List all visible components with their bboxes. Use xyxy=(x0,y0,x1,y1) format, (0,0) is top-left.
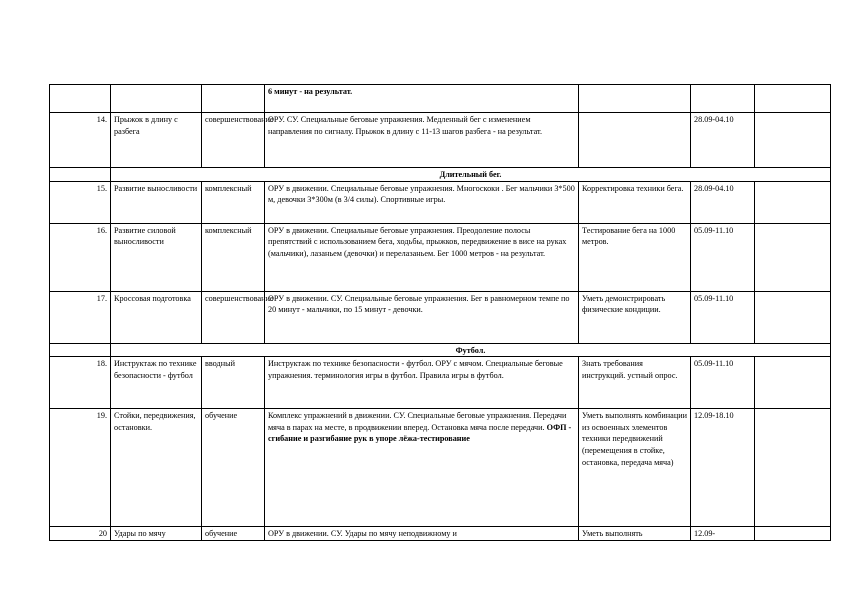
lesson-requirements-cell: Корректировка техники бега. xyxy=(579,181,691,223)
lesson-number-cell: 17. xyxy=(50,291,111,343)
lesson-note-cell xyxy=(755,357,831,409)
content-text: Комплекс упражнений в движении. СУ. Специальные беговые упражнения. Передачи мяча в парах на месте, в продвижении вперед. Остановка мяча после передачи. xyxy=(268,411,567,432)
lesson-requirements-cell: Уметь выполнять xyxy=(579,527,691,541)
lesson-note-cell xyxy=(755,291,831,343)
lesson-number-cell: 19. xyxy=(50,409,111,527)
table-row xyxy=(50,113,831,168)
table-row xyxy=(50,527,831,541)
lesson-type-cell: совершенствование xyxy=(202,113,265,168)
lesson-date-cell: 28.09-04.10 xyxy=(691,181,755,223)
content-bold-text: ОФП - сгибание и разгибание рук в упоре лёжа-тестирование xyxy=(268,422,572,444)
table-row xyxy=(50,357,831,409)
section-heading-running: Длительный бег. xyxy=(111,168,831,182)
lesson-topic-cell: Развитие выносливости xyxy=(111,181,202,223)
section-spacer-cell xyxy=(50,343,111,357)
lesson-number-cell: 20 xyxy=(50,527,111,541)
lesson-topic-cell: Кроссовая подготовка xyxy=(111,291,202,343)
lesson-type-cell: комплексный xyxy=(202,223,265,291)
lesson-number-cell: 18. xyxy=(50,357,111,409)
lesson-content-cell xyxy=(265,409,579,527)
lesson-content-cell: 6 минут - на результат. xyxy=(265,85,579,113)
section-spacer-cell xyxy=(50,168,111,182)
lesson-topic-cell: Стойки, передвижения, остановки. xyxy=(111,409,202,527)
lesson-date-cell xyxy=(691,85,755,113)
lesson-requirements-cell: Тестирование бега на 1000 метров. xyxy=(579,223,691,291)
lesson-requirements-cell: Знать требования инструкций. устный опрос. xyxy=(579,357,691,409)
lesson-requirements-cell: Уметь демонстрировать физические кондиции. xyxy=(579,291,691,343)
lesson-topic-cell xyxy=(111,85,202,113)
lesson-content-cell: ОРУ в движении. Специальные беговые упражнения. Многоскоки . Бег мальчики 3*500 м, девочки 3*300м (в 3/4 силы). Спортивные игры. xyxy=(265,181,579,223)
lesson-content-cell: ОРУ. СУ. Специальные беговые упражнения. Медленный бег с изменением направления по сигналу. Прыжок в длину с 11-13 шагов разбега - на результат. xyxy=(265,113,579,168)
lesson-topic-cell: Удары по мячу xyxy=(111,527,202,541)
lesson-date-cell: 05.09-11.10 xyxy=(691,223,755,291)
lesson-note-cell xyxy=(755,527,831,541)
lesson-type-cell: обучение xyxy=(202,527,265,541)
lesson-content-cell: ОРУ в движении. СУ. Удары по мячу неподвижному и xyxy=(265,527,579,541)
lesson-number-cell: 14. xyxy=(50,113,111,168)
lesson-topic-cell: Инструктаж по технике безопасности - футбол xyxy=(111,357,202,409)
lesson-type-cell: комплексный xyxy=(202,181,265,223)
lesson-date-cell: 28.09-04.10 xyxy=(691,113,755,168)
table-row xyxy=(50,291,831,343)
lesson-requirements-cell xyxy=(579,85,691,113)
lesson-number-cell xyxy=(50,85,111,113)
table-row xyxy=(50,343,831,357)
lesson-content-cell: Инструктаж по технике безопасности - футбол. ОРУ с мячом. Специальные беговые упражнения. терминология игры в футбол. Правила игры в футбол. xyxy=(265,357,579,409)
lesson-content-cell: ОРУ в движении. Специальные беговые упражнения. Преодоление полосы препятствий с использованием бега, ходьбы, прыжков, передвижение в висе на руках (мальчики), лазаньем (девочки) и перелазаньем. Бег 1000 метров - на результат. xyxy=(265,223,579,291)
lesson-topic-cell: Прыжок в длину с разбега xyxy=(111,113,202,168)
section-heading-football: Футбол. xyxy=(111,343,831,357)
lesson-note-cell xyxy=(755,113,831,168)
lesson-content-cell: ОРУ в движении. СУ. Специальные беговые упражнения. Бег в равномерном темпе по 20 минут - мальчики, по 15 минут - девочки. xyxy=(265,291,579,343)
lesson-number-cell: 15. xyxy=(50,181,111,223)
lesson-requirements-cell: Уметь выполнять комбинации из освоенных элементов техники передвижений (перемещения в стойке, остановка, передача мяча) xyxy=(579,409,691,527)
lesson-number-cell: 16. xyxy=(50,223,111,291)
table-row xyxy=(50,168,831,182)
lesson-date-cell: 05.09-11.10 xyxy=(691,291,755,343)
lesson-type-cell: обучение xyxy=(202,409,265,527)
lesson-type-cell: совершенствование xyxy=(202,291,265,343)
lesson-plan-table xyxy=(49,84,831,541)
lesson-type-cell: вводный xyxy=(202,357,265,409)
table-row xyxy=(50,223,831,291)
lesson-topic-cell: Развитие силовой выносливости xyxy=(111,223,202,291)
lesson-date-cell: 12.09- xyxy=(691,527,755,541)
lesson-date-cell: 12.09-18.10 xyxy=(691,409,755,527)
lesson-note-cell xyxy=(755,85,831,113)
table-row xyxy=(50,409,831,527)
lesson-note-cell xyxy=(755,409,831,527)
table-row xyxy=(50,85,831,113)
lesson-note-cell xyxy=(755,181,831,223)
lesson-requirements-cell xyxy=(579,113,691,168)
lesson-type-cell xyxy=(202,85,265,113)
lesson-date-cell: 05.09-11.10 xyxy=(691,357,755,409)
lesson-note-cell xyxy=(755,223,831,291)
table-row xyxy=(50,181,831,223)
